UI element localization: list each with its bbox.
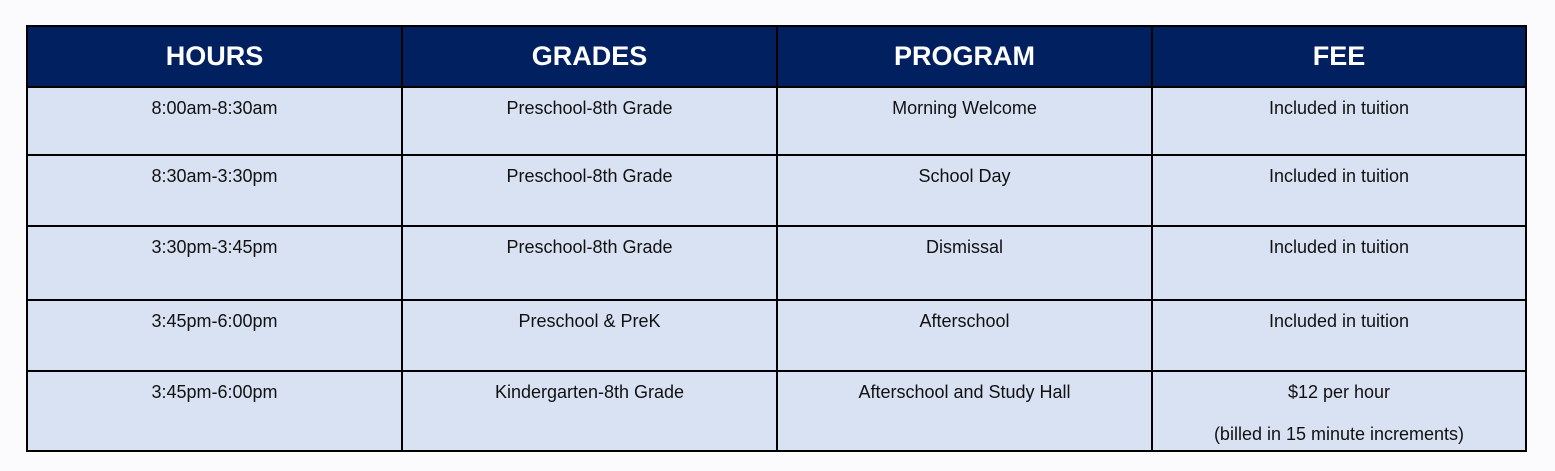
cell-hours: 3:45pm-6:00pm [27, 371, 402, 451]
cell-program: Dismissal [777, 226, 1152, 300]
cell-grades: Kindergarten-8th Grade [402, 371, 777, 451]
cell-program: Afterschool and Study Hall [777, 371, 1152, 451]
fee-note: (billed in 15 minute increments) [1213, 424, 1465, 444]
table-body [27, 87, 1526, 451]
cell-grades: Preschool-8th Grade [402, 87, 777, 155]
table-row [27, 226, 1526, 300]
cell-grades: Preschool-8th Grade [402, 155, 777, 226]
cell-hours: 8:30am-3:30pm [27, 155, 402, 226]
header-grades: GRADES [402, 26, 777, 87]
fee-amount: $12 per hour [1287, 382, 1391, 402]
table-row [27, 371, 1526, 451]
cell-fee: Included in tuition [1152, 300, 1526, 371]
cell-program: Morning Welcome [777, 87, 1152, 155]
cell-grades: Preschool & PreK [402, 300, 777, 371]
header-program: PROGRAM [777, 26, 1152, 87]
cell-fee: Included in tuition [1152, 226, 1526, 300]
schedule-table [26, 25, 1527, 452]
table-row [27, 300, 1526, 371]
header-row [27, 26, 1526, 87]
table-header [27, 26, 1526, 87]
cell-fee: Included in tuition [1152, 87, 1526, 155]
cell-grades: Preschool-8th Grade [402, 226, 777, 300]
header-hours: HOURS [27, 26, 402, 87]
cell-hours: 8:00am-8:30am [27, 87, 402, 155]
table-row [27, 155, 1526, 226]
cell-hours: 3:30pm-3:45pm [27, 226, 402, 300]
table-row [27, 87, 1526, 155]
header-fee: FEE [1152, 26, 1526, 87]
cell-fee: Included in tuition [1152, 155, 1526, 226]
cell-fee [1152, 371, 1526, 451]
cell-program: School Day [777, 155, 1152, 226]
cell-hours: 3:45pm-6:00pm [27, 300, 402, 371]
cell-program: Afterschool [777, 300, 1152, 371]
